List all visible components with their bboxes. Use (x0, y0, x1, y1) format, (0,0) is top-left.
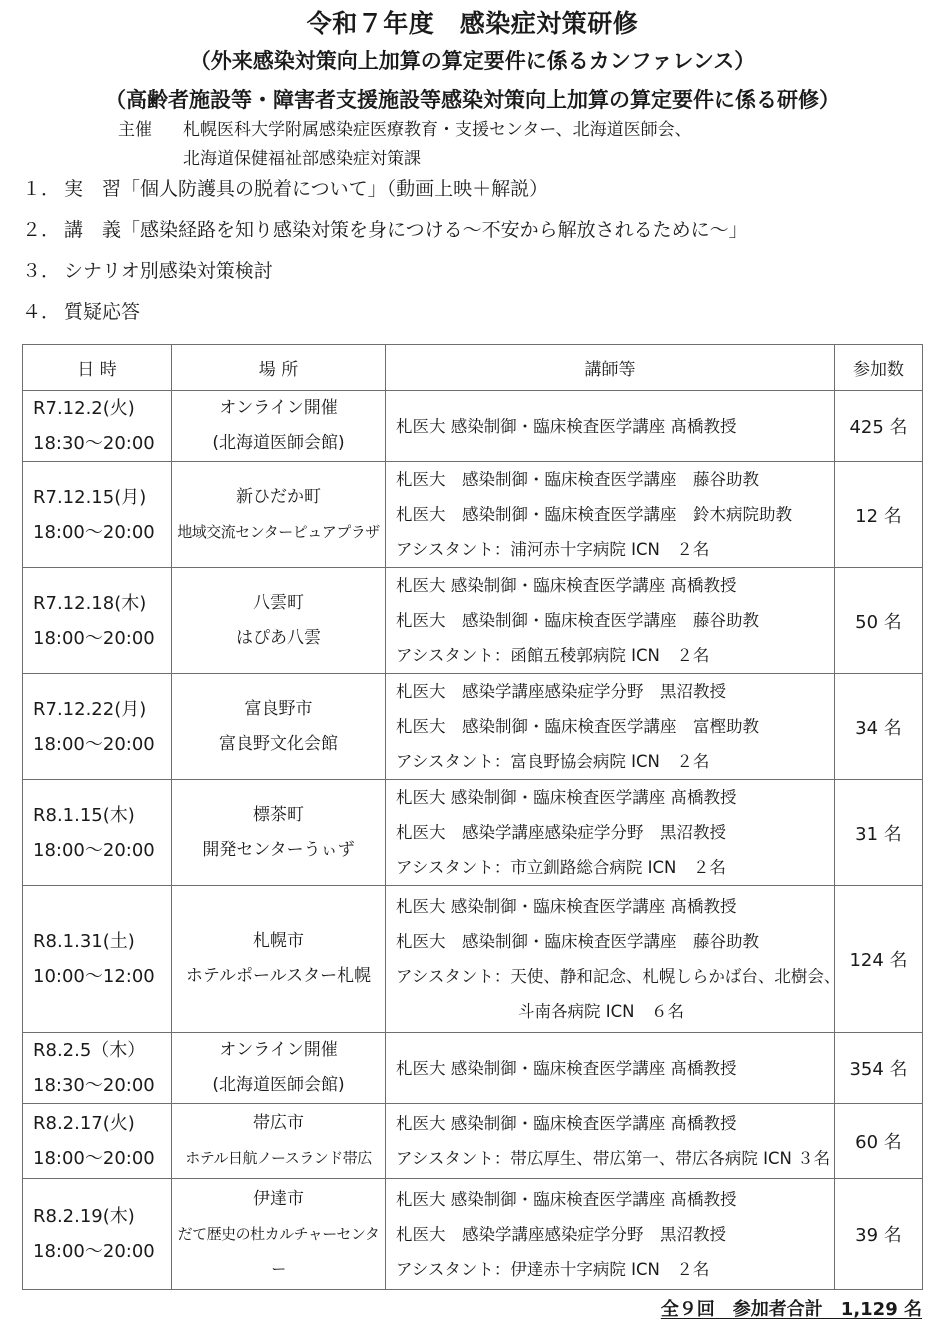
venue-cell (172, 1104, 386, 1179)
agenda-text: 質疑応答 (64, 301, 141, 323)
lecturers-cell (386, 391, 835, 462)
datetime-cell (23, 1104, 172, 1179)
header-datetime: 日 時 (23, 345, 172, 391)
agenda-item (22, 215, 748, 256)
table-header-row (23, 345, 923, 391)
agenda-text: 講 義「感染経路を知り感染対策を身につける～不安から解放されるために～」 (64, 219, 748, 241)
agenda-text: 実 習「個人防護具の脱着について」（動画上映＋解説） (64, 178, 549, 200)
table-row (23, 1104, 923, 1179)
lecturer-line: 札医大 感染制御・臨床検査医学講座 髙橋教授 (396, 897, 737, 916)
venue-cell (172, 462, 386, 568)
datetime-cell (23, 1179, 172, 1290)
header-venue: 場 所 (172, 345, 386, 391)
venue-name: 札幌市 (253, 931, 304, 951)
venue-name: オンライン開催 (219, 1040, 338, 1060)
lecturer-line: 札医大 感染制御・臨床検査医学講座 髙橋教授 (396, 416, 737, 436)
date: R8.2.17(火) (33, 1113, 135, 1134)
assistant-line: アシスタント：天使、静和記念、札幌しらかば台、北樹会、 (396, 967, 841, 986)
time: 18:30～20:00 (33, 433, 155, 454)
venue-sub: (北海道医師会館) (212, 433, 345, 453)
lecturer-line: 札医大 感染制御・臨床検査医学講座 髙橋教授 (396, 788, 737, 807)
venue-name: 八雲町 (253, 592, 304, 613)
count-cell: 31 名 (835, 780, 923, 886)
venue-sub: (北海道医師会館) (212, 1075, 345, 1095)
table-row (23, 1033, 923, 1104)
assistant-line: アシスタント：伊達赤十字病院 ICN ２名 (396, 1259, 710, 1279)
venue-cell (172, 1179, 386, 1290)
venue-sub: ホテルポールスター札幌 (185, 966, 372, 986)
lecturers-cell (386, 1033, 835, 1104)
lecturers-cell (386, 674, 835, 780)
datetime-cell (23, 391, 172, 462)
header-count: 参加数 (835, 345, 923, 391)
count-cell: 12 名 (835, 462, 923, 568)
assistant-line-cont: 斗南各病院 ICN ６名 (518, 1002, 684, 1021)
host-organizers (118, 116, 692, 174)
assistant-line: アシスタント：帯広厚生、帯広第一、帯広各病院 ICN ３名 (396, 1149, 831, 1168)
date: R8.2.5（木） (33, 1040, 146, 1061)
assistant-line: アシスタント：浦河赤十字病院 ICN ２名 (396, 540, 710, 559)
lecturer-line: 札医大 感染制御・臨床検査医学講座 鈴木病院助教 (396, 505, 792, 524)
agenda-list (22, 174, 748, 338)
datetime-cell (23, 568, 172, 674)
venue-sub: 地域交流センターピュアプラザ (177, 522, 380, 541)
table-row (23, 674, 923, 780)
lecturer-line: 札医大 感染制御・臨床検査医学講座 髙橋教授 (396, 1114, 737, 1133)
header-lecturers: 講師等 (386, 345, 835, 391)
table-row (23, 391, 923, 462)
venue-name: 帯広市 (253, 1113, 304, 1133)
venue-cell (172, 780, 386, 886)
date: R7.12.22(月) (33, 698, 147, 720)
date: R8.2.19(木) (33, 1206, 135, 1227)
lecturer-line: 札医大 感染学講座感染症学分野 黒沼教授 (396, 682, 726, 701)
agenda-item (22, 174, 748, 215)
lecturer-line: 札医大 感染制御・臨床検査医学講座 富樫助教 (396, 717, 759, 736)
venue-sub: 開発センターうぃず (202, 839, 355, 860)
time: 18:00～20:00 (33, 839, 155, 861)
venue-name: 伊達市 (253, 1188, 304, 1209)
venue-sub: ホテル日航ノースランド帯広 (185, 1149, 372, 1167)
table-row (23, 780, 923, 886)
subtitle-conference: （外来感染対策向上加算の算定要件に係るカンファレンス） (189, 49, 756, 73)
table-row (23, 1179, 923, 1290)
venue-sub: 富良野文化会館 (219, 733, 338, 754)
lecturers-cell (386, 462, 835, 568)
venue-name: オンライン開催 (219, 398, 338, 418)
datetime-cell (23, 886, 172, 1033)
count-cell: 39 名 (835, 1179, 923, 1290)
agenda-item (22, 297, 748, 338)
total-summary: 全９回 参加者合計 1,129 名 (660, 1299, 922, 1320)
lecturer-line: 札医大 感染学講座感染症学分野 黒沼教授 (396, 1224, 726, 1244)
agenda-num: ３． (22, 260, 61, 282)
agenda-text: シナリオ別感染対策検討 (64, 260, 273, 282)
lecturers-cell (386, 886, 841, 1033)
lecturer-line: 札医大 感染学講座感染症学分野 黒沼教授 (396, 823, 726, 842)
venue-sub: はぴあ八雲 (236, 627, 321, 648)
lecturer-line: 札医大 感染制御・臨床検査医学講座 藤谷助教 (396, 932, 759, 951)
count-cell: 50 名 (835, 568, 923, 674)
time: 18:30～20:00 (33, 1075, 155, 1096)
time: 18:00～20:00 (33, 627, 155, 649)
lecturers-cell (386, 780, 835, 886)
venue-cell (172, 391, 386, 462)
date: R7.12.2(火) (33, 398, 135, 419)
lecturers-cell (386, 568, 835, 674)
host-line-1: 札幌医科大学附属感染症医療教育・支援センター、北海道医師会、 (183, 120, 692, 140)
count-cell: 354 名 (835, 1033, 923, 1104)
lecturer-line: 札医大 感染制御・臨床検査医学講座 藤谷助教 (396, 470, 759, 489)
schedule-table (22, 344, 923, 1290)
lecturer-line: 札医大 感染制御・臨床検査医学講座 髙橋教授 (396, 1058, 737, 1078)
venue-cell (172, 886, 386, 1033)
assistant-line: アシスタント：市立釧路総合病院 ICN ２名 (396, 858, 726, 877)
datetime-cell (23, 1033, 172, 1104)
host-label: 主催 (118, 120, 152, 140)
venue-cell (172, 568, 386, 674)
table-row (23, 568, 923, 674)
lecturer-line: 札医大 感染制御・臨床検査医学講座 髙橋教授 (396, 1189, 737, 1209)
date: R8.1.31(土) (33, 931, 135, 952)
assistant-line: アシスタント：函館五稜郭病院 ICN ２名 (396, 646, 710, 665)
agenda-item (22, 256, 748, 297)
agenda-num: ４． (22, 301, 61, 323)
date: R7.12.15(月) (33, 486, 147, 508)
lecturers-cell (386, 1179, 835, 1290)
count-cell: 60 名 (835, 1104, 923, 1179)
table-row (23, 886, 923, 1033)
time: 18:00～20:00 (33, 1241, 155, 1262)
time: 10:00～12:00 (33, 966, 155, 987)
datetime-cell (23, 674, 172, 780)
assistant-line: アシスタント：富良野協会病院 ICN ２名 (396, 752, 710, 771)
count-cell: 34 名 (835, 674, 923, 780)
count-cell: 124 名 (835, 886, 923, 1033)
agenda-num: １． (22, 178, 61, 200)
datetime-cell (23, 462, 172, 568)
venue-name: 新ひだか町 (236, 486, 321, 507)
agenda-num: ２． (22, 219, 61, 241)
table-row (23, 462, 923, 568)
page-title: 令和７年度 感染症対策研修 (306, 9, 639, 38)
venue-name: 標茶町 (253, 804, 304, 825)
count-cell: 425 名 (835, 391, 923, 462)
venue-cell (172, 674, 386, 780)
lecturers-cell (386, 1104, 835, 1179)
lecturer-line: 札医大 感染制御・臨床検査医学講座 髙橋教授 (396, 576, 737, 595)
venue-name: 富良野市 (244, 698, 313, 719)
time: 18:00～20:00 (33, 521, 155, 543)
venue-cell (172, 1033, 386, 1104)
date: R7.12.18(木) (33, 592, 147, 614)
datetime-cell (23, 780, 172, 886)
date: R8.1.15(木) (33, 804, 135, 826)
lecturer-line: 札医大 感染制御・臨床検査医学講座 藤谷助教 (396, 611, 759, 630)
venue-sub: だて歴史の杜カルチャーセンター (177, 1224, 380, 1278)
time: 18:00～20:00 (33, 733, 155, 755)
time: 18:00～20:00 (33, 1148, 155, 1169)
host-line-2: 北海道保健福祉部感染症対策課 (183, 149, 421, 169)
subtitle-training: （高齢者施設等・障害者支援施設等感染対策向上加算の算定要件に係る研修） (105, 88, 840, 112)
